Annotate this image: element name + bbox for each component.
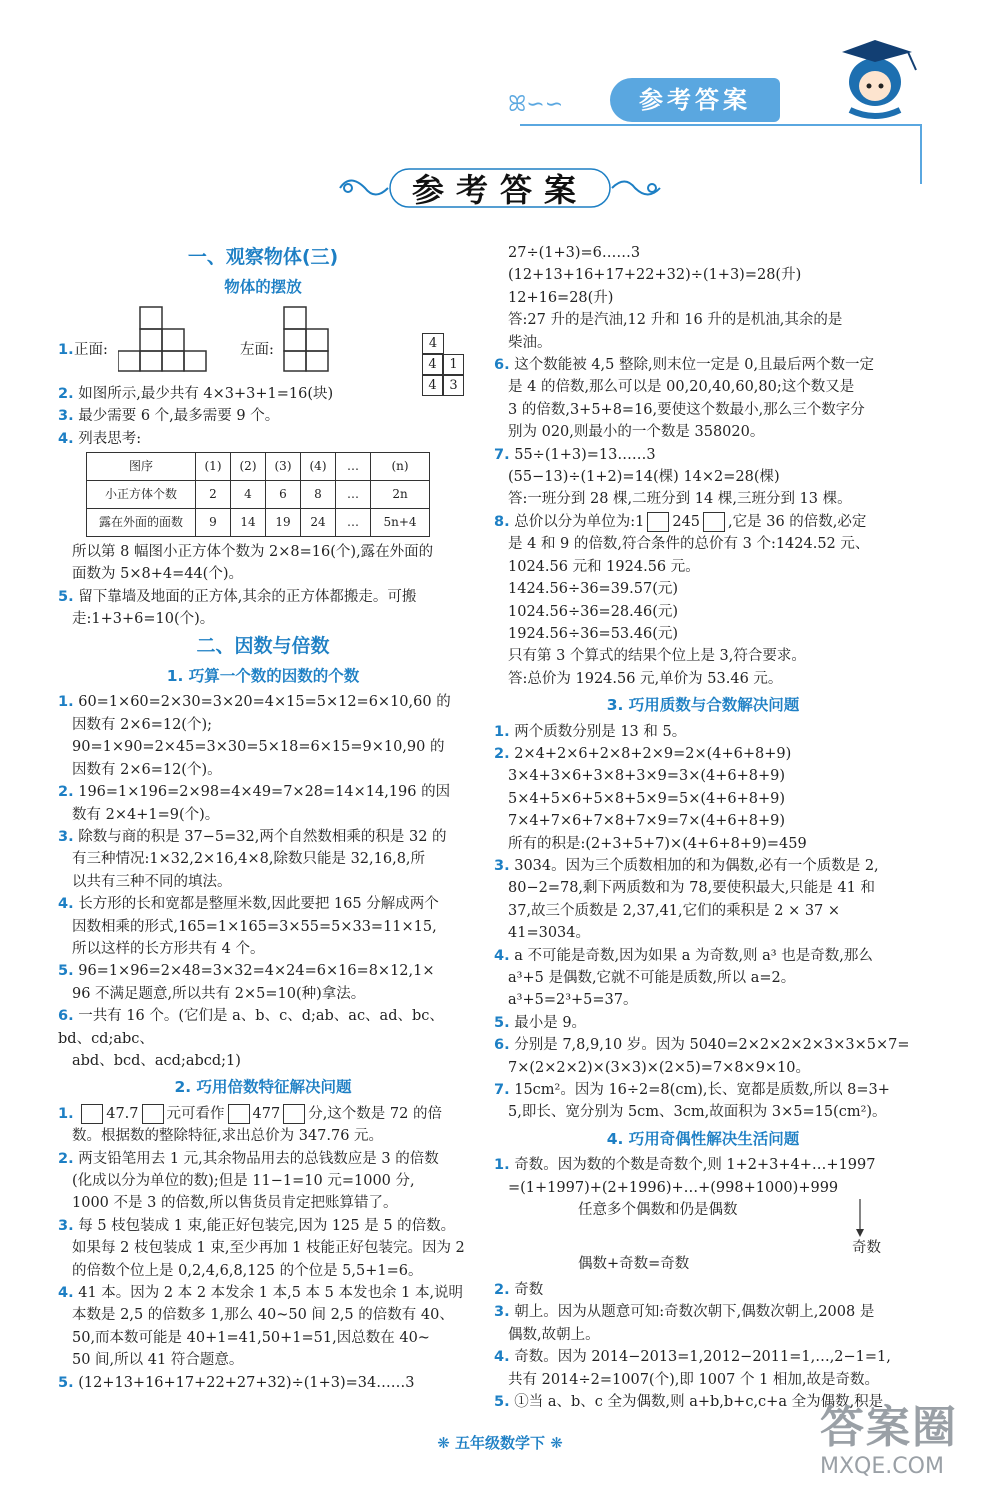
answer-text: 所以这样的长方形共有 4 个。 (72, 940, 265, 957)
table-cell: (2) (231, 453, 266, 481)
q-number: 1. (494, 723, 510, 740)
answer-line (58, 383, 468, 405)
snowflake-icon: ❋ (545, 1434, 563, 1452)
answer-text: (化成以分为单位的数);但是 11−1=10 元=1000 分, (72, 1173, 415, 1189)
answer-text: 本数是 2,5 的倍数多 1,那么 40~50 间 2,5 的倍数有 40、 (72, 1307, 454, 1324)
answer-text: 1924.56÷36=53.46(元) (508, 625, 679, 642)
header-swirl-icon: ꕤ∽∽ (508, 92, 564, 117)
arrow-down-icon (854, 1199, 866, 1237)
q-number: 4. (494, 947, 510, 964)
answer-text: 最小是 9。 (514, 1014, 587, 1031)
snowflake-icon: ❋ (437, 1434, 455, 1452)
answer-text: 因数有 2×6=12(个); (72, 716, 213, 733)
answer-text: 1024.56÷36=28.46(元) (508, 603, 679, 620)
answer-text: 90=1×90=2×45=3×30=5×18=6×15=9×10,90 的 (72, 739, 445, 756)
answer-text: 12+16=28(升) (508, 289, 614, 306)
answer-text: 朝上。因为从题意可知:奇数次朝下,偶数次朝上,2008 是 (514, 1304, 875, 1321)
answer-text: 两支铅笔用去 1 元,其余物品用去的总钱数应是 3 的倍数 (78, 1150, 439, 1167)
answer-text: 奇数。因为数的个数是奇数个,则 1+2+3+4+…+1997 (514, 1157, 876, 1174)
q-number: 2. (58, 385, 74, 402)
header-badge: 参考答案 (610, 78, 780, 122)
answer-text: (12+13+16+17+22+32)÷(1+3)=28(升) (508, 267, 802, 284)
table-cell: … (336, 481, 371, 509)
table-row (87, 453, 430, 481)
blank-box (283, 1104, 305, 1124)
grid-cell: 4 (422, 354, 443, 375)
q-number: 5. (58, 1374, 74, 1391)
grid-cell: 4 (422, 375, 443, 396)
q-number: 1. (58, 1105, 74, 1122)
table-cell: 4 (231, 481, 266, 509)
answer-text: 60=1×60=2×30=3×20=4×15=5×12=6×10,60 的 (78, 694, 451, 711)
answer-text: 只有第 3 个算式的结果个位上是 3,符合要求。 (508, 648, 806, 665)
table-cell: 6 (266, 481, 301, 509)
blank-box (228, 1104, 250, 1124)
answer-text: 245 (672, 513, 701, 530)
answer-text: 7×4+7×6+7×8+7×9=7×(4+6+8+9) (508, 813, 786, 830)
q-number: 7. (494, 1082, 510, 1099)
answer-text: 5×4+5×6+5×8+5×9=5×(4+6+8+9) (508, 790, 786, 807)
answer-text: 41=3034。 (508, 925, 591, 942)
answer-text: 面数为 5×8+4=44(个)。 (72, 566, 243, 583)
page-title: 参考答案 (411, 171, 588, 209)
answer-text: 如果每 2 枝包装成 1 束,至少再加 1 枝能正好包装完。因为 2 (72, 1240, 465, 1257)
table-cell: 2 (196, 481, 231, 509)
table-cell: 14 (231, 509, 266, 537)
watermark-url: MXQE.COM (820, 1454, 944, 1479)
answer-text: 的倍数个位上是 0,2,4,6,8,125 的个位是 5,5+1=6。 (72, 1262, 423, 1279)
answer-text: 列表思考: (78, 430, 142, 447)
table-cell: 19 (266, 509, 301, 537)
section-title: 一、观察物体(三) (187, 246, 339, 268)
answer-text: 55÷(1+3)=13……3 (514, 446, 656, 463)
grid-cell: 4 (422, 333, 444, 354)
q-number: 1. (58, 341, 74, 358)
answer-text: 所以第 8 幅图小正方体个数为 2×8=16(个),露在外面的 (72, 544, 434, 561)
q-number: 3. (58, 408, 74, 425)
table-cell: (4) (301, 453, 336, 481)
answer-text: 27÷(1+3)=6……3 (508, 245, 641, 261)
answer-text: 长方形的长和宽都是整厘米数,因此要把 165 分解成两个 (78, 896, 439, 913)
answer-text: 37,故三个质数是 2,37,41,它们的乘积是 2 × 37 × (508, 902, 841, 919)
q-number: 2. (494, 1282, 510, 1299)
answer-text: 因数有 2×6=12(个)。 (72, 761, 222, 778)
q-number: 7. (494, 446, 510, 463)
front-label: 正面: (74, 341, 108, 358)
q-number: 6. (494, 1037, 510, 1054)
section-subtitle: 4. 巧用奇偶性解决生活问题 (606, 1129, 800, 1148)
answer-text: a³+5 是偶数,它就不可能是质数,所以 a=2。 (508, 970, 796, 986)
answer-text: 1424.56÷36=39.57(元) (508, 581, 679, 598)
answer-text: 数。根据数的整除特征,求出总价为 347.76 元。 (72, 1128, 384, 1145)
answer-text: 47.7 (106, 1105, 139, 1122)
answer-text: 50 间,所以 41 符合题意。 (72, 1352, 244, 1369)
answer-text: 除数与商的积是 37−5=32,两个自然数相乘的积是 32 的 (78, 828, 447, 845)
answer-line (58, 428, 468, 450)
answer-text: 15cm²。因为 16÷2=8(cm),长、宽都是质数,所以 8=3+ (514, 1082, 890, 1099)
left-view-figure (282, 305, 342, 373)
q-number: 1. (58, 694, 74, 711)
answer-text: 元可看作 (166, 1105, 225, 1122)
blank-box (703, 512, 725, 532)
parity-diagram (494, 1199, 912, 1279)
q-number: 4. (494, 1349, 510, 1366)
answer-text: 是 4 的倍数,那么可以是 00,20,40,60,80;这个数又是 (508, 379, 855, 396)
answer-text: 196=1×196=2×98=4×49=7×28=14×14,196 的因 (78, 784, 451, 801)
answer-text: 1024.56 元和 1924.56 元。 (508, 558, 700, 575)
front-view-figure (118, 305, 228, 373)
table-cell: 9 (196, 509, 231, 537)
footer-label: 五年级数学下 (454, 1434, 545, 1452)
answer-text: 所有的积是:(2+3+5+7)×(4+6+8+9)=459 (508, 835, 807, 852)
answer-text: 477 (252, 1105, 281, 1122)
q-number: 5. (58, 588, 74, 605)
mascot-icon (820, 30, 930, 120)
answer-text: 因数相乘的形式,165=1×165=3×55=5×33=11×15, (72, 918, 437, 935)
table-cell: 图序 (87, 453, 196, 481)
answer-text: (55−13)÷(1+2)=14(棵) 14×2=28(棵) (508, 469, 780, 486)
q-number: 6. (58, 1008, 74, 1025)
table-cell: (1) (196, 453, 231, 481)
answer-line (58, 586, 468, 608)
q-number: 5. (494, 1014, 510, 1031)
top-view-grid (422, 333, 464, 396)
table-cell: (3) (266, 453, 301, 481)
grid-cell: 3 (443, 375, 464, 396)
answer-text: 柴油。 (508, 334, 552, 351)
q-number: 4. (58, 896, 74, 913)
q-number: 3. (58, 828, 74, 845)
answer-text: 分别是 7,8,9,10 岁。因为 5040=2×2×2×2×3×3×5×7= (514, 1037, 910, 1054)
section-title: 二、因数与倍数 (196, 634, 330, 657)
q-number: 3. (494, 1304, 510, 1321)
q1-figures (58, 303, 468, 393)
table-row (87, 509, 430, 537)
main-title-frame (330, 163, 670, 213)
table-cell: … (336, 509, 371, 537)
answer-text: 答:27 升的是汽油,12 升和 16 升的是机油,其余的是 (508, 312, 843, 329)
answer-text: 是 4 和 9 的倍数,符合条件的总价有 3 个:1424.52 元、 (508, 536, 870, 553)
q-number: 2. (494, 745, 510, 762)
q-number: 4. (58, 430, 74, 447)
answer-text: 奇数。因为 2014−2013=1,2012−2011=1,…,2−1=1, (514, 1349, 891, 1366)
table-cell: 8 (301, 481, 336, 509)
diagram-note: 偶数+奇数=奇数 (578, 1256, 690, 1273)
answer-text: a³+5=2³+5=37。 (508, 992, 638, 1009)
section-subtitle: 1. 巧算一个数的因数的个数 (166, 667, 360, 686)
answer-text: 一共有 16 个。(它们是 a、b、c、d;ab、ac、ad、bc、bd、cd;abc、 (58, 1008, 444, 1047)
answer-text: 别为 020,则最小的一个数是 358020。 (508, 424, 765, 441)
table-cell: 2n (371, 481, 430, 509)
q-number: 2. (58, 1150, 74, 1167)
table-cell: … (336, 453, 371, 481)
table-cell: 露在外面的面数 (87, 509, 196, 537)
answer-text: 如图所示,最少共有 4×3+3+1=16(块) (78, 385, 334, 402)
right-column (494, 242, 912, 1414)
answer-text: ,它是 36 的倍数,必定 (728, 513, 867, 530)
answer-text: 80−2=78,剩下两质数和为 78,要使积最大,只能是 41 和 (508, 880, 875, 897)
answer-text: a 不可能是奇数,因为如果 a 为奇数,则 a³ 也是奇数,那么 (514, 947, 873, 964)
q-number: 6. (494, 357, 510, 374)
q-number: 1. (494, 1157, 510, 1174)
answer-text: 走:1+3+6=10(个)。 (72, 611, 215, 628)
table-cell: 24 (301, 509, 336, 537)
answer-text: 每 5 枝包装成 1 束,能正好包装完,因为 125 是 5 的倍数。 (78, 1217, 456, 1234)
table-cell: 5n+4 (371, 509, 430, 537)
data-table (86, 452, 430, 537)
q-number: 2. (58, 784, 74, 801)
watermark-logo: 答案圈 (820, 1402, 958, 1453)
answer-text: 偶数,故朝上。 (508, 1326, 600, 1343)
answer-text: 50,而本数可能是 40+1=41,50+1=51,因总数在 40~ (72, 1329, 430, 1346)
section-subtitle: 物体的摆放 (224, 278, 302, 297)
left-label: 左面: (240, 341, 274, 358)
q-number: 5. (494, 1394, 510, 1411)
table-cell: (n) (371, 453, 430, 481)
answer-text: 留下靠墙及地面的正方体,其余的正方体都搬走。可搬 (78, 588, 417, 605)
answer-text: 两个质数分别是 13 和 5。 (514, 723, 687, 740)
table-row (87, 481, 430, 509)
answer-text: abd、bcd、acd;abcd;1) (72, 1052, 241, 1069)
answer-text: (12+13+16+17+22+27+32)÷(1+3)=34……3 (78, 1374, 415, 1391)
watermark (820, 1402, 990, 1494)
answer-text: 以共有三种不同的填法。 (72, 873, 232, 890)
answer-text: 这个数能被 4,5 整除,则末位一定是 0,且最后两个数一定 (514, 357, 875, 374)
q-number: 3. (494, 857, 510, 874)
answer-text: 2×4+2×6+2×8+2×9=2×(4+6+8+9) (514, 745, 792, 762)
answer-text: 7×(2×2×2)×(3×3)×(2×5)=7×8×9×10。 (508, 1059, 811, 1076)
q-number: 5. (58, 963, 74, 980)
blank-box (81, 1104, 103, 1124)
q-number: 8. (494, 513, 510, 530)
section-subtitle: 2. 巧用倍数特征解决问题 (174, 1078, 352, 1097)
answer-text: 奇数 (514, 1282, 544, 1299)
answer-text: 数有 2×4+1=9(个)。 (72, 806, 220, 823)
table-cell: 小正方体个数 (87, 481, 196, 509)
grid-cell: 1 (443, 354, 464, 375)
left-column (58, 242, 468, 1394)
answer-text: 3 的倍数,3+5+8=16,要使这个数最小,那么三个数字分 (508, 401, 865, 418)
answer-line (58, 405, 468, 427)
answer-text: 有三种情况:1×32,2×16,4×8,除数只能是 32,16,8,所 (72, 851, 426, 868)
diagram-note: 奇数 (852, 1240, 881, 1257)
q-number: 4. (58, 1285, 74, 1302)
answer-text: 答:一班分到 28 棵,二班分到 14 棵,三班分到 13 棵。 (508, 491, 852, 508)
answer-text: 总价以分为单位为:1 (514, 513, 645, 530)
answer-text: 96=1×96=2×48=3×32=4×24=6×16=8×12,1× (78, 963, 435, 980)
answer-text: 最少需要 6 个,最多需要 9 个。 (78, 408, 280, 425)
answer-text: 共有 2014÷2=1007(个),即 1007 个 1 相加,故是奇数。 (508, 1371, 880, 1388)
header-rule-vertical (920, 124, 922, 184)
blank-box (647, 512, 669, 532)
answer-text: 分,这个数是 72 的倍 (308, 1105, 442, 1122)
answer-text: 96 不满足题意,所以共有 2×5=10(种)拿法。 (72, 985, 366, 1002)
header-rule (520, 124, 920, 126)
answer-text: 1000 不是 3 的倍数,所以售货员肯定把账算错了。 (72, 1195, 398, 1212)
answer-text: 3×4+3×6+3×8+3×9=3×(4+6+8+9) (508, 768, 786, 785)
blank-box (142, 1104, 164, 1124)
answer-text: =(1+1997)+(2+1996)+…+(998+1000)+999 (508, 1179, 839, 1196)
diagram-note: 任意多个偶数和仍是偶数 (578, 1202, 738, 1219)
answer-text: 3034。因为三个质数相加的和为偶数,必有一个质数是 2, (514, 857, 879, 874)
answer-text: 41 本。因为 2 本 2 本发余 1 本,5 本 5 本发也余 1 本,说明 (78, 1285, 464, 1302)
answer-text: 5,即长、宽分别为 5cm、3cm,故面积为 3×5=15(cm²)。 (508, 1104, 887, 1121)
section-subtitle: 3. 巧用质数与合数解决问题 (606, 696, 800, 715)
answer-text: 答:总价为 1924.56 元,单价为 53.46 元。 (508, 670, 783, 687)
q-number: 3. (58, 1217, 74, 1234)
answer-text: ①当 a、b、c 全为偶数,则 a+b,b+c,c+a 全为偶数,积是 (514, 1394, 884, 1411)
